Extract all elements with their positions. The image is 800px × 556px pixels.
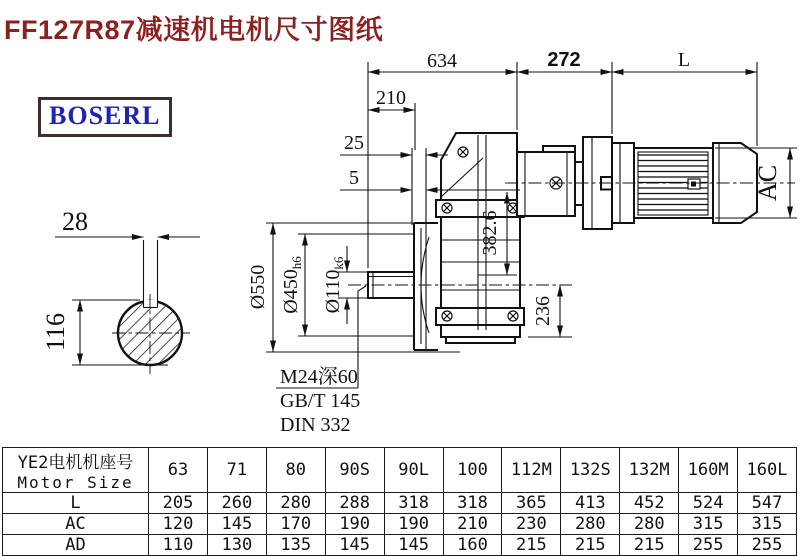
dim-550-label: Ø550 bbox=[247, 264, 269, 310]
column-header: 63 bbox=[149, 448, 208, 493]
table-cell: 230 bbox=[502, 514, 561, 535]
row-label: AC bbox=[3, 514, 149, 535]
row-label: AD bbox=[3, 535, 149, 556]
keyway-slot bbox=[144, 300, 158, 308]
dim-450h6-label bbox=[280, 256, 304, 314]
table-cell: 110 bbox=[149, 535, 208, 556]
dim-116-label: 116 bbox=[41, 312, 70, 352]
table-cell: 210 bbox=[443, 514, 502, 535]
dim-634-label: 634 bbox=[427, 50, 457, 72]
dim-450-value: Ø450 bbox=[280, 269, 302, 314]
page-title: FF127R87减速机电机尺寸图纸 bbox=[4, 15, 384, 45]
housing-base bbox=[446, 337, 515, 343]
table-cell: 280 bbox=[620, 514, 679, 535]
row-label: L bbox=[3, 493, 149, 514]
table-cell: 547 bbox=[738, 493, 797, 514]
table-cell: 190 bbox=[325, 514, 384, 535]
column-header: 160L bbox=[738, 448, 797, 493]
table-cell: 524 bbox=[679, 493, 738, 514]
table-row-AD bbox=[3, 535, 797, 556]
column-header: 71 bbox=[207, 448, 266, 493]
column-header: 80 bbox=[266, 448, 325, 493]
gearmotor-main-view bbox=[348, 133, 795, 350]
dim-28-label: 28 bbox=[62, 207, 88, 236]
table-cell: 315 bbox=[738, 514, 797, 535]
header-line2: Motor Size bbox=[17, 473, 134, 492]
table-cell: 413 bbox=[561, 493, 620, 514]
dim-110-tolerance: k6 bbox=[331, 256, 346, 270]
table-cell: 318 bbox=[443, 493, 502, 514]
table-cell: 255 bbox=[679, 535, 738, 556]
table-cell: 215 bbox=[620, 535, 679, 556]
table-cell: 365 bbox=[502, 493, 561, 514]
housing-foot bbox=[441, 325, 520, 337]
table-cell: 145 bbox=[384, 535, 443, 556]
column-header: 90S bbox=[325, 448, 384, 493]
table-cell: 260 bbox=[207, 493, 266, 514]
table-cell: 145 bbox=[325, 535, 384, 556]
shaft-section-detail bbox=[41, 207, 200, 374]
note-gbt-standard: GB/T 145 bbox=[280, 390, 361, 412]
table-cell: 255 bbox=[738, 535, 797, 556]
column-header: 132S bbox=[561, 448, 620, 493]
table-cell: 452 bbox=[620, 493, 679, 514]
table-cell: 215 bbox=[561, 535, 620, 556]
column-header: 112M bbox=[502, 448, 561, 493]
table-cell: 205 bbox=[149, 493, 208, 514]
dim-236-label: 236 bbox=[532, 296, 554, 326]
table-cell: 280 bbox=[561, 514, 620, 535]
dim-272-label: 272 bbox=[547, 49, 581, 71]
motor-size-table bbox=[2, 447, 797, 556]
column-header: 90L bbox=[384, 448, 443, 493]
column-header: 100 bbox=[443, 448, 502, 493]
note-tap-hole: M24深60 bbox=[280, 366, 358, 388]
table-cell: 315 bbox=[679, 514, 738, 535]
table-cell: 288 bbox=[325, 493, 384, 514]
table-cell: 280 bbox=[266, 493, 325, 514]
dim-382-label: 382.6 bbox=[479, 210, 501, 256]
dim-AC-label: AC bbox=[753, 164, 782, 202]
column-header: 132M bbox=[620, 448, 679, 493]
table-header-motor-size bbox=[3, 448, 149, 493]
brand-logo-text: BOSERL bbox=[49, 101, 161, 130]
output-flange bbox=[414, 223, 438, 350]
dim-210-label: 210 bbox=[376, 87, 406, 109]
dim-110-value: Ø110 bbox=[322, 269, 344, 314]
dim-L-label: L bbox=[677, 49, 691, 71]
table-cell: 130 bbox=[207, 535, 266, 556]
table-cell: 120 bbox=[149, 514, 208, 535]
table-cell: 170 bbox=[266, 514, 325, 535]
input-adapter bbox=[517, 152, 575, 216]
adapter-neck bbox=[575, 162, 583, 205]
header-line1: YE2电机机座号 bbox=[17, 453, 134, 473]
table-cell: 160 bbox=[443, 535, 502, 556]
table-row-L bbox=[3, 493, 797, 514]
table-header-row bbox=[3, 448, 797, 493]
table-cell: 190 bbox=[384, 514, 443, 535]
table-cell: 318 bbox=[384, 493, 443, 514]
dim-25-label: 25 bbox=[344, 132, 364, 154]
dim-450-tolerance: h6 bbox=[289, 256, 304, 270]
table-cell: 145 bbox=[207, 514, 266, 535]
dim-5-label: 5 bbox=[349, 167, 359, 189]
table-row-AC bbox=[3, 514, 797, 535]
column-header: 160M bbox=[679, 448, 738, 493]
table-cell: 135 bbox=[266, 535, 325, 556]
note-din-standard: DIN 332 bbox=[280, 414, 351, 436]
dimension-annotations bbox=[247, 49, 797, 436]
table-cell: 215 bbox=[502, 535, 561, 556]
dim-110k6-label bbox=[322, 256, 346, 313]
